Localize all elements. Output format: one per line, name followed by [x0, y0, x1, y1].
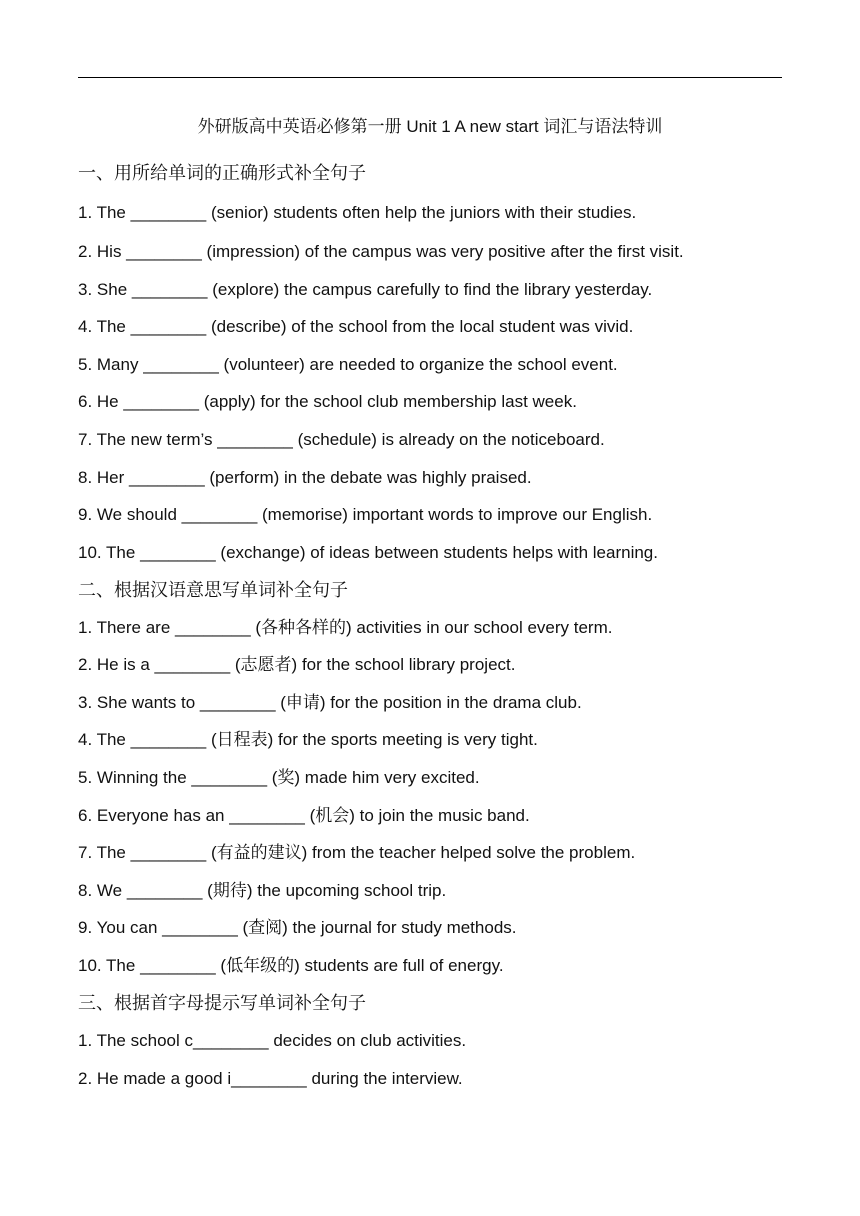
- section-1-item-9: 9. We should ________ (memorise) important words to improve our English.: [78, 505, 653, 524]
- section-3-item-2: 2. He made a good i________ during the interview.: [78, 1069, 463, 1088]
- section-1-item-4: 4. The ________ (describe) of the school from the local student was vivid.: [78, 317, 634, 336]
- section-1-item-5: 5. Many ________ (volunteer) are needed to organize the school event.: [78, 355, 618, 374]
- section-2-item-3: 3. She wants to ________ (申请) for the position in the drama club.: [78, 693, 582, 712]
- section-1-item-1: 1. The ________ (senior) students often help the juniors with their studies.: [78, 203, 637, 222]
- section-2-item-10: 10. The ________ (低年级的) students are full of energy.: [78, 956, 504, 975]
- section-2-item-6: 6. Everyone has an ________ (机会) to join the music band.: [78, 806, 530, 825]
- section-1-item-10: 10. The ________ (exchange) of ideas between students helps with learning.: [78, 543, 658, 562]
- document-title: 外研版高中英语必修第一册 Unit 1 A new start 词汇与语法特训: [197, 117, 663, 136]
- section-2-item-5: 5. Winning the ________ (奖) made him very excited.: [78, 768, 480, 787]
- section-1-heading: 一、用所给单词的正确形式补全句子: [78, 163, 366, 183]
- section-1-item-6: 6. He ________ (apply) for the school club membership last week.: [78, 392, 577, 411]
- section-2-item-1: 1. There are ________ (各种各样的) activities in our school every term.: [78, 618, 613, 637]
- section-2-item-7: 7. The ________ (有益的建议) from the teacher helped solve the problem.: [78, 843, 636, 862]
- section-3-heading: 三、根据首字母提示写单词补全句子: [78, 993, 366, 1013]
- section-2-item-8: 8. We ________ (期待) the upcoming school trip.: [78, 881, 447, 900]
- section-1-item-7: 7. The new term’s ________ (schedule) is already on the noticeboard.: [78, 430, 605, 449]
- section-1-item-3: 3. She ________ (explore) the campus carefully to find the library yesterday.: [78, 280, 653, 299]
- section-2-item-4: 4. The ________ (日程表) for the sports meeting is very tight.: [78, 730, 538, 749]
- section-1-item-2: 2. His ________ (impression) of the campus was very positive after the first visit.: [78, 242, 684, 261]
- section-2-item-2: 2. He is a ________ (志愿者) for the school library project.: [78, 655, 516, 674]
- section-1-item-8: 8. Her ________ (perform) in the debate was highly praised.: [78, 468, 532, 487]
- header-rule: [78, 77, 782, 78]
- section-3-item-1: 1. The school c________ decides on club activities.: [78, 1031, 467, 1050]
- section-2-item-9: 9. You can ________ (查阅) the journal for study methods.: [78, 918, 517, 937]
- section-2-heading: 二、根据汉语意思写单词补全句子: [78, 580, 348, 600]
